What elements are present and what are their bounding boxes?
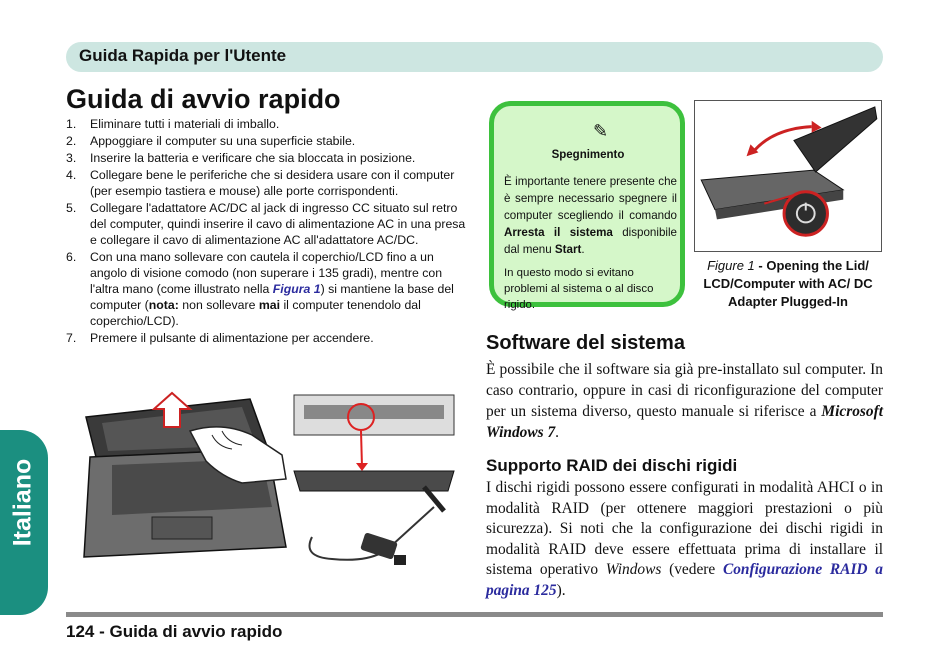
step-item bbox=[66, 249, 466, 329]
step-text: Collegare bene le periferiche che si desidera usare con il computer (per esempio tastiera e mouse) alle porte corrispondenti. bbox=[90, 168, 455, 198]
raid-config-link[interactable]: Configurazione RAID a pagina 125 bbox=[486, 561, 883, 599]
step-text: il computer tenendolo dal coperchio/LCD). bbox=[90, 298, 421, 328]
step-item bbox=[66, 330, 466, 346]
step-text: Appoggiare il computer su una superficie stabile. bbox=[90, 134, 356, 148]
step-item bbox=[66, 167, 466, 199]
note-text: È importante tenere presente che è sempre necessario spegnere il computer scegliendo il comando Arresta il sistema disponibile dal menu Start. bbox=[504, 175, 678, 256]
step-text: non sollevare bbox=[178, 298, 259, 312]
step-item bbox=[66, 200, 466, 248]
step-bold-text: mai bbox=[258, 298, 281, 312]
raid-paragraph: I dischi rigidi possono essere configurati in modalità AHCI o in modalità RAID (per ottenere maggiori prestazioni o più sicurezza). Si noti che la configurazione dei dischi rigidi in modalità RAID deve essere effettuata prima di installare il sistema operativo Windows (vedere Configurazione RAID a pagina 125). bbox=[486, 479, 883, 599]
step-number: 1. bbox=[66, 117, 77, 131]
step-text: Con una mano sollevare con cautela il coperchio/LCD fino a un angolo di visione comodo (non superare i 135 gradi), mentre con l'altra mano (come illustrato nella bbox=[90, 250, 443, 296]
steps-list bbox=[66, 116, 466, 347]
page-footer: 124 - Guida di avvio rapido bbox=[66, 622, 283, 641]
step-number: 6. bbox=[66, 250, 77, 264]
laptop-opening-illustration bbox=[72, 387, 460, 577]
step-text: Collegare l'adattatore AC/DC al jack di ingresso CC situato sul retro del computer, quindi inserire il cavo di alimentazione AC in una presa e collegare il cavo di alimentazione AC all'adattatore AC/DC. bbox=[90, 201, 466, 247]
laptop-lid-illustration bbox=[694, 100, 882, 252]
note-text-2: In questo modo si evitano problemi al sistema o al disco rigido. bbox=[504, 267, 654, 311]
step-item bbox=[66, 150, 466, 166]
figure-link[interactable]: Figura 1 bbox=[272, 282, 321, 296]
step-item bbox=[66, 133, 466, 149]
page-title: Guida di avvio rapido bbox=[66, 84, 341, 114]
footer-rule bbox=[66, 612, 883, 617]
language-side-tab-label: Italiano bbox=[8, 458, 37, 547]
note-heading: Spegnimento bbox=[551, 149, 625, 161]
step-item bbox=[66, 116, 466, 132]
step-number: 5. bbox=[66, 201, 77, 215]
step-bold-text: nota: bbox=[148, 298, 179, 312]
pencil-icon: ✎ bbox=[593, 121, 609, 141]
raid-heading: Supporto RAID dei dischi rigidi bbox=[486, 456, 738, 475]
step-number: 3. bbox=[66, 151, 77, 165]
step-text: Inserire la batteria e verificare che sia bloccata in posizione. bbox=[90, 151, 416, 165]
step-text: Premere il pulsante di alimentazione per accendere. bbox=[90, 331, 374, 345]
header-title: Guida Rapida per l'Utente bbox=[79, 46, 287, 65]
figure-caption: Figure 1 - Opening the Lid/ LCD/Computer with AC/ DC Adapter Plugged-In bbox=[703, 258, 873, 309]
software-heading: Software del sistema bbox=[486, 332, 685, 354]
step-text: ) si mantiene la base del computer ( bbox=[90, 282, 454, 312]
step-number: 2. bbox=[66, 134, 77, 148]
step-number: 4. bbox=[66, 168, 77, 182]
step-text: Eliminare tutti i materiali di imballo. bbox=[90, 117, 280, 131]
step-number: 7. bbox=[66, 331, 77, 345]
software-paragraph: È possibile che il software sia già pre-installato sul computer. In caso contrario, oppure in casi di riconfigurazione del computer per un sistema diverso, questo manuale si riferisce a Microsoft Windows 7. bbox=[486, 361, 883, 441]
